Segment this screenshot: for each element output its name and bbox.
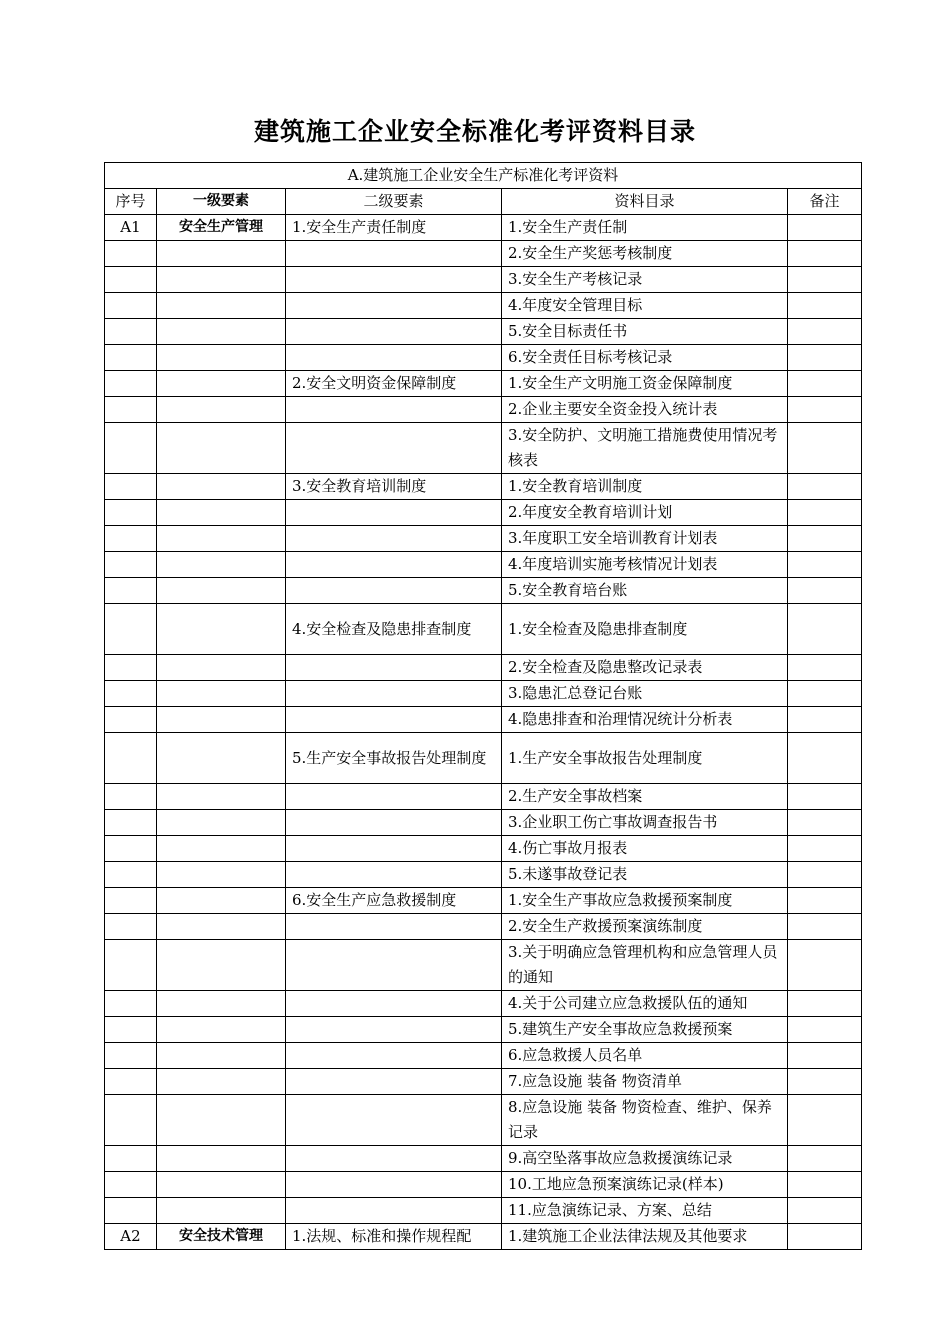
row-number [105, 293, 157, 319]
row-level1-element: 安全技术管理 [157, 1224, 286, 1250]
row-number [105, 733, 157, 784]
header-remark: 备注 [788, 189, 862, 215]
row-number [105, 991, 157, 1017]
row-material-item: 6.应急救援人员名单 [502, 1043, 788, 1069]
row-level1-element [157, 991, 286, 1017]
row-remark [788, 888, 862, 914]
row-material-item: 3.安全生产考核记录 [502, 267, 788, 293]
row-level1-element [157, 604, 286, 655]
row-remark [788, 784, 862, 810]
row-level1-element [157, 241, 286, 267]
row-number [105, 888, 157, 914]
row-remark [788, 655, 862, 681]
row-material-item: 2.企业主要安全资金投入统计表 [502, 397, 788, 423]
row-remark [788, 474, 862, 500]
table-row [105, 1043, 862, 1069]
row-level2-element [286, 655, 502, 681]
table-row [105, 733, 862, 784]
row-level2-element [286, 862, 502, 888]
header-row [105, 189, 862, 215]
table-row [105, 604, 862, 655]
row-number [105, 500, 157, 526]
row-number [105, 1095, 157, 1146]
row-remark [788, 991, 862, 1017]
row-material-item: 2.年度安全教育培训计划 [502, 500, 788, 526]
row-level2-element [286, 397, 502, 423]
row-level2-element [286, 345, 502, 371]
row-material-item: 6.安全责任目标考核记录 [502, 345, 788, 371]
row-number [105, 1198, 157, 1224]
row-remark [788, 241, 862, 267]
row-remark [788, 552, 862, 578]
row-remark [788, 1017, 862, 1043]
row-level2-element [286, 1069, 502, 1095]
row-material-item: 4.关于公司建立应急救援队伍的通知 [502, 991, 788, 1017]
row-level2-element [286, 836, 502, 862]
row-number [105, 655, 157, 681]
table-row [105, 293, 862, 319]
row-level2-element: 5.生产安全事故报告处理制度 [286, 733, 502, 784]
row-remark [788, 836, 862, 862]
row-remark [788, 1172, 862, 1198]
row-level2-element: 4.安全检查及隐患排查制度 [286, 604, 502, 655]
row-level1-element [157, 474, 286, 500]
row-level2-element [286, 552, 502, 578]
table-row [105, 345, 862, 371]
row-material-item: 5.安全目标责任书 [502, 319, 788, 345]
row-number [105, 707, 157, 733]
row-material-item: 4.年度培训实施考核情况计划表 [502, 552, 788, 578]
row-material-item: 1.安全生产文明施工资金保障制度 [502, 371, 788, 397]
row-number [105, 914, 157, 940]
row-level1-element [157, 836, 286, 862]
row-level1-element [157, 371, 286, 397]
table-row [105, 371, 862, 397]
row-level2-element [286, 319, 502, 345]
row-level1-element [157, 526, 286, 552]
row-level1-element [157, 500, 286, 526]
section-title-row [105, 163, 862, 189]
row-level1-element [157, 914, 286, 940]
row-level1-element [157, 552, 286, 578]
row-level1-element [157, 1172, 286, 1198]
row-level2-element [286, 784, 502, 810]
table-row [105, 397, 862, 423]
table-row [105, 474, 862, 500]
row-level1-element [157, 733, 286, 784]
row-material-item: 3.安全防护、文明施工措施费使用情况考核表 [502, 423, 788, 474]
row-material-item: 5.未遂事故登记表 [502, 862, 788, 888]
table-row [105, 1017, 862, 1043]
row-material-item: 4.年度安全管理目标 [502, 293, 788, 319]
row-level1-element [157, 862, 286, 888]
table-row [105, 552, 862, 578]
table-row [105, 784, 862, 810]
row-material-item: 2.安全生产救援预案演练制度 [502, 914, 788, 940]
row-material-item: 2.安全检查及隐患整改记录表 [502, 655, 788, 681]
row-remark [788, 604, 862, 655]
row-remark [788, 1224, 862, 1250]
row-level2-element [286, 1146, 502, 1172]
table-row [105, 940, 862, 991]
row-remark [788, 578, 862, 604]
row-number [105, 940, 157, 991]
row-remark [788, 707, 862, 733]
row-level2-element [286, 526, 502, 552]
row-number [105, 319, 157, 345]
row-number [105, 578, 157, 604]
table-row [105, 810, 862, 836]
table-row [105, 655, 862, 681]
row-material-item: 1.安全生产责任制 [502, 215, 788, 241]
row-level1-element: 安全生产管理 [157, 215, 286, 241]
table-row [105, 836, 862, 862]
row-level1-element [157, 810, 286, 836]
table-row [105, 526, 862, 552]
row-remark [788, 681, 862, 707]
row-level1-element [157, 655, 286, 681]
row-level1-element [157, 940, 286, 991]
row-number [105, 836, 157, 862]
row-number [105, 267, 157, 293]
row-number: A2 [105, 1224, 157, 1250]
row-number [105, 604, 157, 655]
row-material-item: 3.企业职工伤亡事故调查报告书 [502, 810, 788, 836]
row-material-item: 1.生产安全事故报告处理制度 [502, 733, 788, 784]
row-remark [788, 267, 862, 293]
table-row [105, 1069, 862, 1095]
row-level1-element [157, 1043, 286, 1069]
row-remark [788, 733, 862, 784]
row-number [105, 681, 157, 707]
table-row [105, 423, 862, 474]
row-remark [788, 862, 862, 888]
row-level1-element [157, 1198, 286, 1224]
row-level2-element [286, 1198, 502, 1224]
row-material-item: 9.高空坠落事故应急救援演练记录 [502, 1146, 788, 1172]
table-row [105, 1172, 862, 1198]
table-row [105, 500, 862, 526]
table-row [105, 681, 862, 707]
row-level1-element [157, 1017, 286, 1043]
row-material-item: 2.安全生产奖惩考核制度 [502, 241, 788, 267]
row-level2-element [286, 810, 502, 836]
row-remark [788, 1198, 862, 1224]
row-material-item: 7.应急设施 装备 物资清单 [502, 1069, 788, 1095]
row-level1-element [157, 267, 286, 293]
row-number [105, 241, 157, 267]
row-number [105, 784, 157, 810]
row-number [105, 1146, 157, 1172]
row-level2-element [286, 267, 502, 293]
row-level1-element [157, 707, 286, 733]
row-material-item: 8.应急设施 装备 物资检查、维护、保养记录 [502, 1095, 788, 1146]
row-level1-element [157, 293, 286, 319]
table-row [105, 215, 862, 241]
row-level2-element [286, 914, 502, 940]
row-material-item: 3.年度职工安全培训教育计划表 [502, 526, 788, 552]
row-level1-element [157, 319, 286, 345]
header-level1: 一级要素 [157, 189, 286, 215]
page-title: 建筑施工企业安全标准化考评资料目录 [253, 117, 696, 146]
row-number [105, 1043, 157, 1069]
row-remark [788, 293, 862, 319]
row-material-item: 10.工地应急预案演练记录(样本) [502, 1172, 788, 1198]
row-material-item: 4.隐患排查和治理情况统计分析表 [502, 707, 788, 733]
row-remark [788, 1043, 862, 1069]
row-level2-element [286, 681, 502, 707]
row-number [105, 552, 157, 578]
row-remark [788, 423, 862, 474]
row-level2-element [286, 578, 502, 604]
row-number [105, 397, 157, 423]
row-level1-element [157, 1146, 286, 1172]
row-level1-element [157, 423, 286, 474]
row-level1-element [157, 681, 286, 707]
row-number: A1 [105, 215, 157, 241]
row-level1-element [157, 1069, 286, 1095]
row-material-item: 5.建筑生产安全事故应急救援预案 [502, 1017, 788, 1043]
table-row [105, 578, 862, 604]
table-row [105, 914, 862, 940]
row-remark [788, 810, 862, 836]
catalog-table [104, 162, 862, 1250]
row-level1-element [157, 345, 286, 371]
row-level2-element [286, 423, 502, 474]
header-materials: 资料目录 [502, 189, 788, 215]
row-level2-element [286, 1017, 502, 1043]
row-remark [788, 1146, 862, 1172]
section-title: A.建筑施工企业安全生产标准化考评资料 [105, 163, 862, 189]
row-number [105, 1069, 157, 1095]
row-level2-element [286, 1043, 502, 1069]
row-remark [788, 397, 862, 423]
row-number [105, 862, 157, 888]
row-remark [788, 215, 862, 241]
row-level2-element: 2.安全文明资金保障制度 [286, 371, 502, 397]
row-material-item: 1.安全生产事故应急救援预案制度 [502, 888, 788, 914]
row-remark [788, 526, 862, 552]
row-remark [788, 1095, 862, 1146]
table-row [105, 707, 862, 733]
row-material-item: 5.安全教育培台账 [502, 578, 788, 604]
row-remark [788, 914, 862, 940]
row-level2-element [286, 940, 502, 991]
table-row [105, 991, 862, 1017]
row-level2-element: 1.安全生产责任制度 [286, 215, 502, 241]
row-level2-element [286, 991, 502, 1017]
row-material-item: 11.应急演练记录、方案、总结 [502, 1198, 788, 1224]
row-remark [788, 371, 862, 397]
row-number [105, 474, 157, 500]
row-level2-element [286, 500, 502, 526]
table-row [105, 1224, 862, 1250]
row-level1-element [157, 784, 286, 810]
row-remark [788, 500, 862, 526]
row-level1-element [157, 888, 286, 914]
row-level1-element [157, 578, 286, 604]
row-remark [788, 319, 862, 345]
table-row [105, 1095, 862, 1146]
table-row [105, 1146, 862, 1172]
row-level2-element [286, 1172, 502, 1198]
row-number [105, 1017, 157, 1043]
header-level2: 二级要素 [286, 189, 502, 215]
row-number [105, 371, 157, 397]
row-level2-element [286, 241, 502, 267]
table-row [105, 888, 862, 914]
row-number [105, 1172, 157, 1198]
table-row [105, 1198, 862, 1224]
row-level1-element [157, 1095, 286, 1146]
row-material-item: 2.生产安全事故档案 [502, 784, 788, 810]
row-material-item: 1.安全教育培训制度 [502, 474, 788, 500]
row-level2-element: 6.安全生产应急救援制度 [286, 888, 502, 914]
row-level2-element: 3.安全教育培训制度 [286, 474, 502, 500]
row-level2-element [286, 293, 502, 319]
row-level2-element [286, 1095, 502, 1146]
row-material-item: 4.伤亡事故月报表 [502, 836, 788, 862]
table-row [105, 319, 862, 345]
row-material-item: 1.建筑施工企业法律法规及其他要求 [502, 1224, 788, 1250]
row-number [105, 810, 157, 836]
row-number [105, 423, 157, 474]
row-number [105, 526, 157, 552]
row-material-item: 3.关于明确应急管理机构和应急管理人员的通知 [502, 940, 788, 991]
row-level2-element [286, 707, 502, 733]
row-remark [788, 940, 862, 991]
row-number [105, 345, 157, 371]
row-level1-element [157, 397, 286, 423]
row-material-item: 1.安全检查及隐患排查制度 [502, 604, 788, 655]
row-remark [788, 1069, 862, 1095]
header-no: 序号 [105, 189, 157, 215]
table-row [105, 862, 862, 888]
row-material-item: 3.隐患汇总登记台账 [502, 681, 788, 707]
row-level2-element: 1.法规、标准和操作规程配 [286, 1224, 502, 1250]
table-row [105, 267, 862, 293]
table-row [105, 241, 862, 267]
row-remark [788, 345, 862, 371]
